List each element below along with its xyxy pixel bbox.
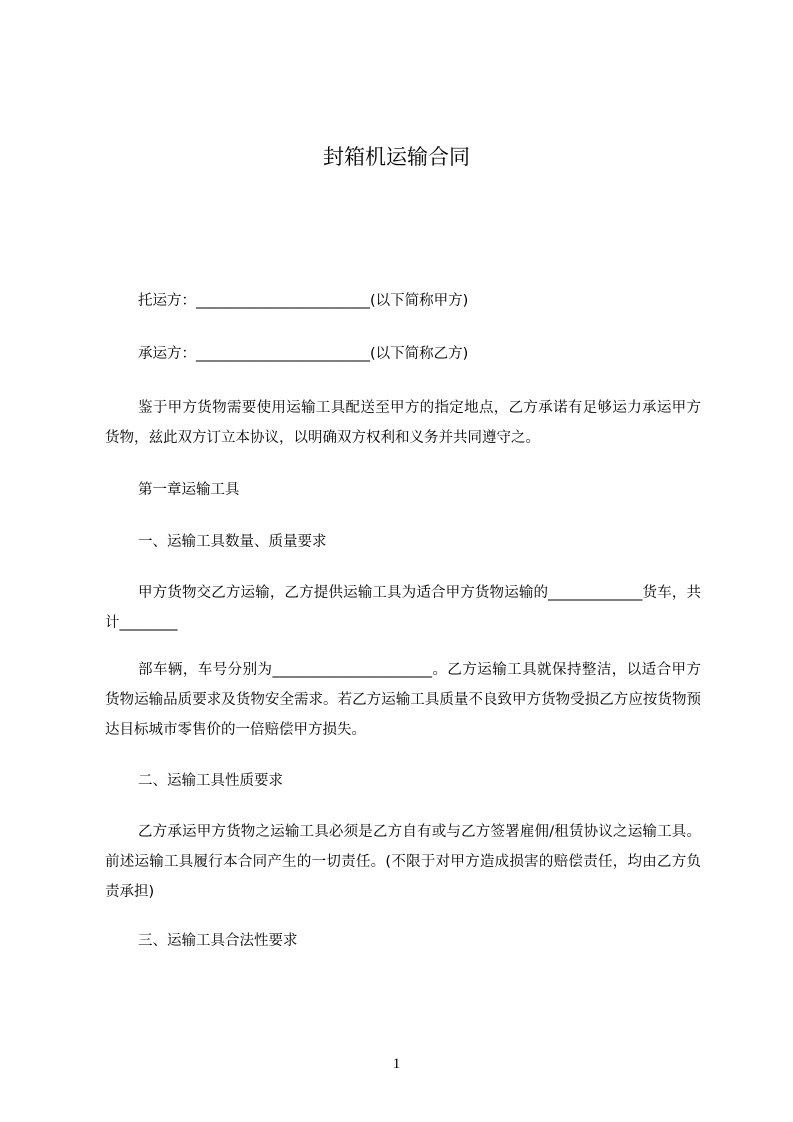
section-1-heading: 一、运输工具数量、质量要求: [138, 534, 327, 550]
section-2-heading: 二、运输工具性质要求: [138, 773, 283, 789]
intro-paragraph: 鉴于甲方货物需要使用运输工具配送至甲方的指定地点，乙方承诺有足够运力承运甲方货物，兹此双方订立本协议，以明确双方权利和义务并共同遵守之。: [105, 400, 701, 446]
consignor-line: 托运方：________________________(以下简称甲方): [138, 293, 469, 309]
chapter-heading: 第一章运输工具: [138, 482, 240, 498]
section-2-paragraph-1: 乙方承运甲方货物之运输工具必须是乙方自有或与乙方签署雇佣/租赁协议之运输工具。前述运输工具履行本合同产生的一切责任。(不限于对甲方造成损害的赔偿责任，均由乙方负责承担): [105, 824, 701, 900]
page-number: 1: [392, 1056, 401, 1072]
section-1-paragraph-2: 部车辆，车号分别为______________________。乙方运输工具就保持整洁，以适合甲方货物运输品质要求及货物安全需求。若乙方运输工具质量不良致甲方货物受损乙方应按货物预达目标城市零售价的一倍赔偿甲方损失。: [105, 662, 701, 738]
carrier-line: 承运方：________________________(以下简称乙方): [138, 346, 469, 362]
section-3-heading: 三、运输工具合法性要求: [138, 933, 298, 949]
section-1-paragraph-1: 甲方货物交乙方运输，乙方提供运输工具为适合甲方货物运输的_____________货车，共计________: [105, 585, 701, 631]
document-title: 封箱机运输合同: [323, 145, 470, 169]
